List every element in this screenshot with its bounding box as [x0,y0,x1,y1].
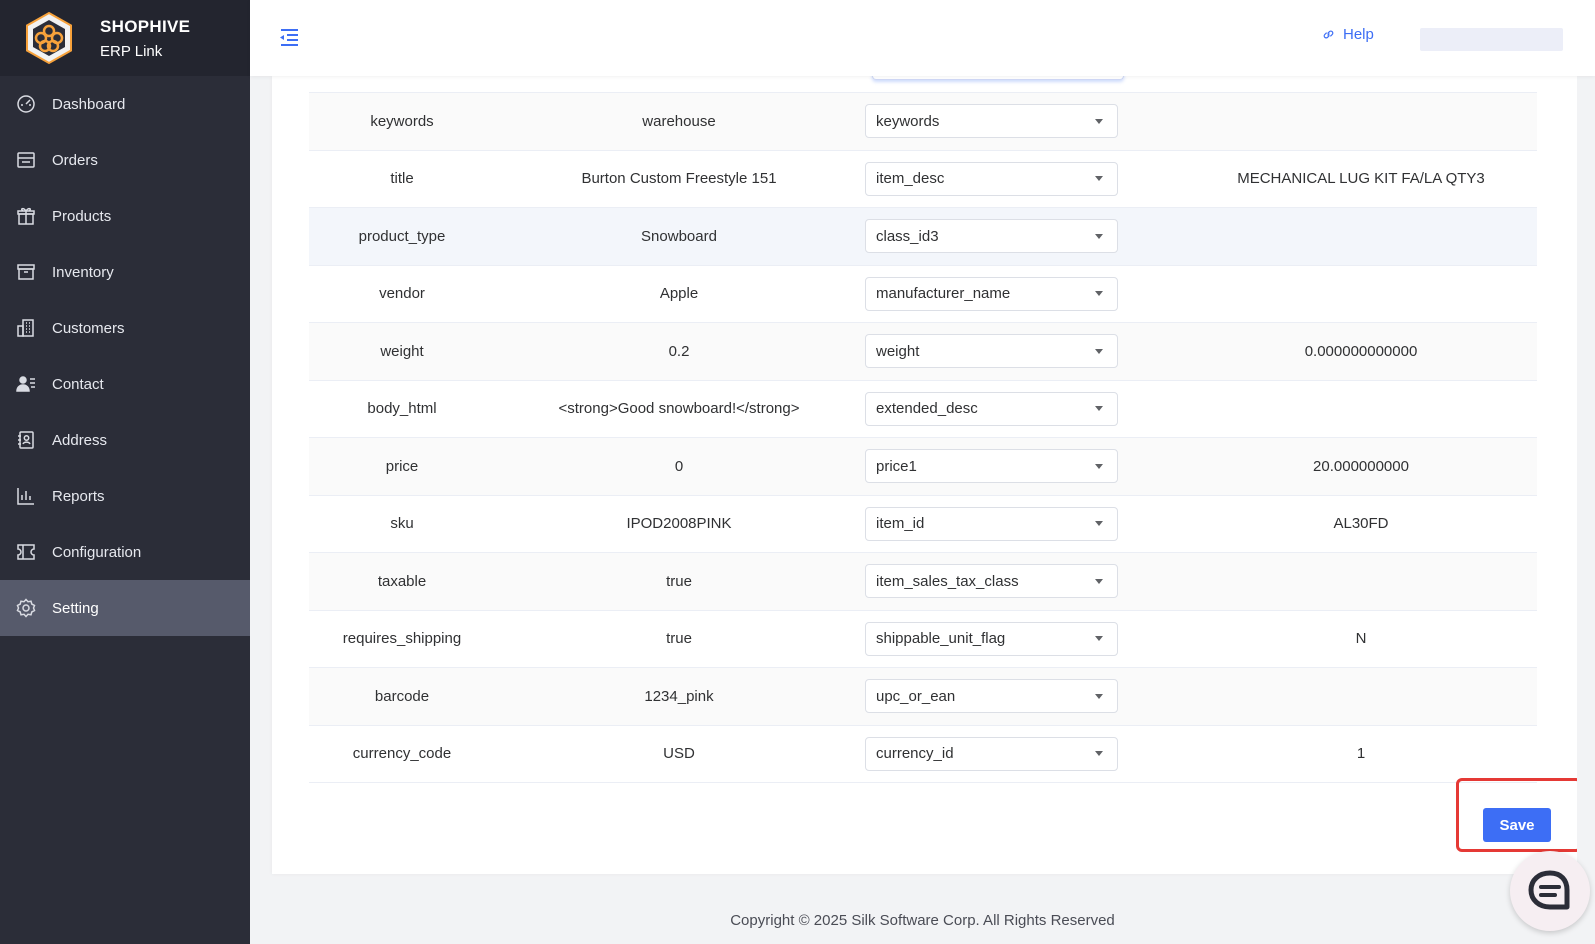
erp-field-select-value: keywords [876,112,940,130]
erp-field-cell [863,679,1185,713]
shopify-field-name: taxable [377,572,427,590]
shopify-field-name: product_type [358,227,446,245]
erp-field-select[interactable] [865,392,1118,426]
sidebar-item-products[interactable] [0,188,250,244]
table-row [309,266,1537,324]
user-account-menu[interactable] [1420,28,1563,51]
sidebar-item-inventory[interactable] [0,244,250,300]
table-row [309,553,1537,611]
table-row [309,381,1537,439]
footer-copyright: Copyright © 2025 Silk Software Corp. All Rights Reserved [730,912,1115,929]
erp-field-cell [863,392,1185,426]
sidebar-item-setting[interactable] [0,580,250,636]
sidebar-item-contact[interactable] [0,356,250,412]
shopify-field-name: keywords [370,112,434,130]
erp-field-select[interactable] [865,449,1118,483]
help-link[interactable] [1322,26,1374,43]
sidebar-item-customers[interactable] [0,300,250,356]
previous-row-select[interactable] [872,76,1124,80]
shopify-field-value: USD [663,745,695,763]
caret-down-icon [1095,291,1103,296]
shopify-field-name: body_html [367,400,437,418]
erp-field-select-value: price1 [876,457,917,475]
erp-field-select-value: item_id [876,515,925,533]
save-button[interactable]: Save [1483,808,1551,842]
erp-field-select-value: extended_desc [876,400,978,418]
top-header [250,0,1595,76]
shopify-field-value: 0 [674,457,684,475]
shopify-field-name: currency_code [352,745,452,763]
erp-field-cell [863,622,1185,656]
caret-down-icon [1095,234,1103,239]
erp-field-select[interactable] [865,219,1118,253]
table-row [309,151,1537,209]
address-icon [16,430,36,450]
caret-down-icon [1095,119,1103,124]
erp-field-select-value: item_sales_tax_class [876,572,1019,590]
table-row [309,93,1537,151]
table-row [309,438,1537,496]
sidebar-item-label: Address [52,431,108,449]
table-row [309,323,1537,381]
erp-field-value: AL30FD [1333,515,1389,533]
erp-field-value: 1 [1356,745,1366,763]
erp-field-cell [863,737,1185,771]
sidebar-item-address[interactable] [0,412,250,468]
caret-down-icon [1095,636,1103,641]
erp-field-cell [863,334,1185,368]
sidebar-item-label: Products [52,207,112,225]
sidebar-item-label: Configuration [52,543,142,561]
shopify-field-value: true [666,572,692,590]
sidebar-item-label: Contact [52,375,104,393]
erp-field-select-value: currency_id [876,745,954,763]
caret-down-icon [1095,406,1103,411]
sidebar-item-label: Customers [52,319,125,337]
erp-field-select[interactable] [865,737,1118,771]
sidebar-item-dashboard[interactable] [0,76,250,132]
brand-name: SHOPHIVE [100,16,191,36]
shopify-field-value: IPOD2008PINK [626,515,732,533]
sidebar-nav [0,76,250,636]
erp-field-select-value: item_desc [876,170,945,188]
sidebar-item-orders[interactable] [0,132,250,188]
inventory-icon [16,262,36,282]
configuration-icon [16,542,36,562]
menu-collapse-icon[interactable] [278,26,300,48]
customers-icon [16,318,36,338]
erp-field-select-value: class_id3 [876,227,939,245]
caret-down-icon [1095,176,1103,181]
sidebar-item-label: Reports [52,487,105,505]
gear-icon [16,598,36,618]
erp-field-select[interactable] [865,622,1118,656]
shopify-field-name: title [390,170,414,188]
caret-down-icon [1095,349,1103,354]
sidebar-item-label: Inventory [52,263,114,281]
erp-field-cell [863,449,1185,483]
shopify-field-value: Apple [659,285,699,303]
help-label: Help [1343,26,1374,43]
erp-field-select-value: weight [876,342,920,360]
caret-down-icon [1095,751,1103,756]
table-row [309,726,1537,784]
erp-field-cell [863,277,1185,311]
dashboard-icon [16,94,36,114]
caret-down-icon [1095,579,1103,584]
erp-field-value: N [1355,630,1367,648]
sidebar-item-label: Setting [52,599,99,617]
erp-field-select[interactable] [865,507,1118,541]
orders-icon [16,150,36,170]
shopify-field-value: warehouse [642,112,716,130]
products-icon [16,206,36,226]
erp-field-cell [863,104,1185,138]
shopify-field-name: weight [380,342,424,360]
erp-field-select[interactable] [865,162,1118,196]
save-highlight-box [1456,778,1582,852]
shopify-field-value: Snowboard [641,227,717,245]
erp-field-cell [863,507,1185,541]
chat-button[interactable] [1510,851,1590,931]
erp-field-select[interactable] [865,334,1118,368]
erp-field-select-value: manufacturer_name [876,285,1011,303]
shopify-field-value: <strong>Good snowboard!</strong> [558,400,800,418]
sidebar-item-label: Orders [52,151,98,169]
contact-icon [16,374,36,394]
brand-subtitle: ERP Link [100,42,163,60]
erp-field-cell [863,162,1185,196]
caret-down-icon [1095,464,1103,469]
table-row [309,668,1537,726]
erp-field-select[interactable] [865,104,1118,138]
erp-field-cell [863,219,1185,253]
brand[interactable] [0,0,250,76]
link-icon [1322,28,1335,41]
caret-down-icon [1095,694,1103,699]
sidebar-item-configuration[interactable] [0,524,250,580]
erp-field-select-value: shippable_unit_flag [876,630,1006,648]
chat-icon [1526,867,1574,915]
caret-down-icon [1095,521,1103,526]
erp-field-cell [863,564,1185,598]
shopify-field-value: Burton Custom Freestyle 151 [581,170,777,188]
erp-field-value: MECHANICAL LUG KIT FA/LA QTY3 [1237,170,1485,188]
erp-field-select[interactable] [865,564,1118,598]
shopify-field-name: sku [390,515,414,533]
erp-field-select[interactable] [865,277,1118,311]
sidebar [0,0,250,944]
table-row [309,208,1537,266]
shopify-field-value: true [666,630,692,648]
erp-field-select-value: upc_or_ean [876,687,956,705]
shophive-logo-icon [22,11,76,65]
field-mapping-card [272,76,1595,874]
table-row [309,496,1537,554]
page-scrollbar[interactable] [1577,0,1595,944]
shopify-field-value: 1234_pink [644,687,714,705]
field-mapping-table [309,92,1537,783]
shopify-field-name: vendor [379,285,425,303]
table-row [309,611,1537,669]
sidebar-item-reports[interactable] [0,468,250,524]
shopify-field-name: barcode [374,687,430,705]
shopify-field-name: price [385,457,419,475]
sidebar-item-label: Dashboard [52,95,126,113]
shopify-field-value: 0.2 [668,342,690,360]
erp-field-select[interactable] [865,679,1118,713]
erp-field-value: 20.000000000 [1313,457,1409,475]
erp-field-value: 0.000000000000 [1304,342,1418,360]
shopify-field-name: requires_shipping [342,630,462,648]
reports-icon [16,486,36,506]
